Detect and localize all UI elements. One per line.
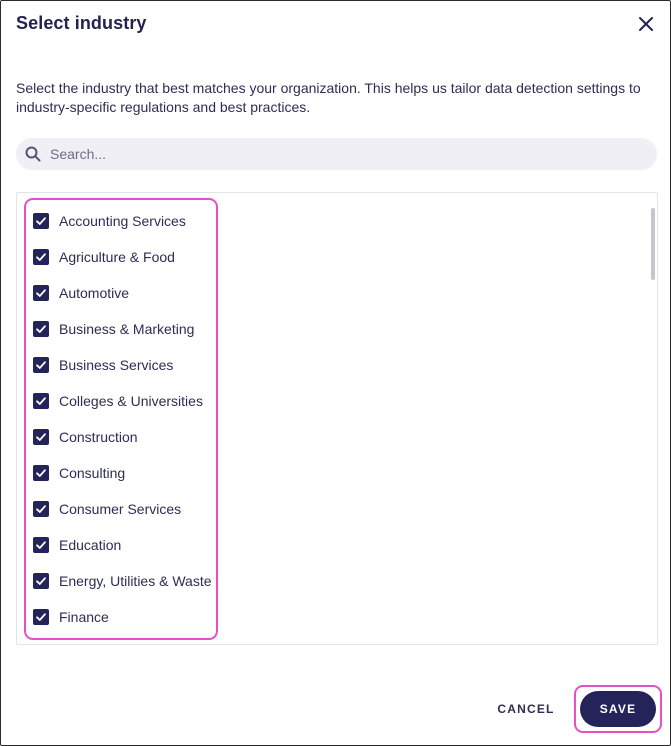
industry-option[interactable] [33, 353, 173, 377]
close-button[interactable] [635, 13, 657, 35]
industry-option-label: Consulting [59, 465, 126, 481]
checkbox[interactable] [33, 501, 49, 517]
checkbox[interactable] [33, 357, 49, 373]
checkmark-icon [35, 215, 47, 227]
industry-option-label: Construction [59, 429, 138, 445]
checkmark-icon [35, 575, 47, 587]
search-bar [16, 138, 657, 170]
cancel-button[interactable]: CANCEL [494, 697, 558, 721]
checkbox[interactable] [33, 393, 49, 409]
industry-option-label: Consumer Services [59, 501, 182, 517]
industry-option[interactable] [33, 317, 194, 341]
industry-option[interactable] [33, 245, 175, 269]
industry-option-label: Education [59, 537, 122, 553]
dialog-description: Select the industry that best matches your organization. This helps us tailor data detection settings to industry-specific regulations and best practices. [16, 80, 641, 115]
checkbox[interactable] [33, 429, 49, 445]
industry-option[interactable] [33, 461, 125, 485]
industry-option[interactable] [33, 605, 109, 629]
checkbox[interactable] [33, 537, 49, 553]
industry-option-label: Automotive [59, 285, 130, 301]
industry-option[interactable] [33, 533, 121, 557]
industry-option-label: Finance [59, 609, 109, 625]
industry-option[interactable] [33, 425, 138, 449]
industry-option-label: Colleges & Universities [59, 393, 203, 409]
industry-option[interactable] [33, 497, 181, 521]
checkmark-icon [35, 251, 47, 263]
checkbox[interactable] [33, 285, 49, 301]
industry-option[interactable] [33, 569, 212, 593]
industry-option[interactable] [33, 209, 186, 233]
dialog-title: Select industry [16, 13, 147, 33]
checkmark-icon [35, 359, 47, 371]
checkbox[interactable] [33, 609, 49, 625]
close-icon [635, 13, 657, 35]
industry-option-label: Energy, Utilities & Waste [59, 573, 212, 589]
list-scrollbar[interactable] [651, 208, 655, 280]
industry-list[interactable] [16, 192, 658, 645]
checkmark-icon [35, 431, 47, 443]
checkmark-icon [35, 539, 47, 551]
industry-option[interactable] [33, 281, 129, 305]
checkmark-icon [35, 395, 47, 407]
checkbox[interactable] [33, 213, 49, 229]
industry-option-label: Business Services [59, 357, 174, 373]
checkmark-icon [35, 611, 47, 623]
save-button[interactable]: SAVE [580, 691, 656, 727]
save-highlight-outline [574, 685, 662, 733]
industry-option[interactable] [33, 389, 203, 413]
industry-option-label: Accounting Services [59, 213, 186, 229]
search-input[interactable] [50, 138, 640, 170]
industry-option-label: Business & Marketing [59, 321, 195, 337]
checkmark-icon [35, 287, 47, 299]
search-icon [25, 146, 41, 162]
checkbox[interactable] [33, 465, 49, 481]
checkmark-icon [35, 323, 47, 335]
industry-option-label: Agriculture & Food [59, 249, 175, 265]
checkbox[interactable] [33, 321, 49, 337]
checkmark-icon [35, 467, 47, 479]
checkbox[interactable] [33, 573, 49, 589]
checkmark-icon [35, 503, 47, 515]
checkbox[interactable] [33, 249, 49, 265]
